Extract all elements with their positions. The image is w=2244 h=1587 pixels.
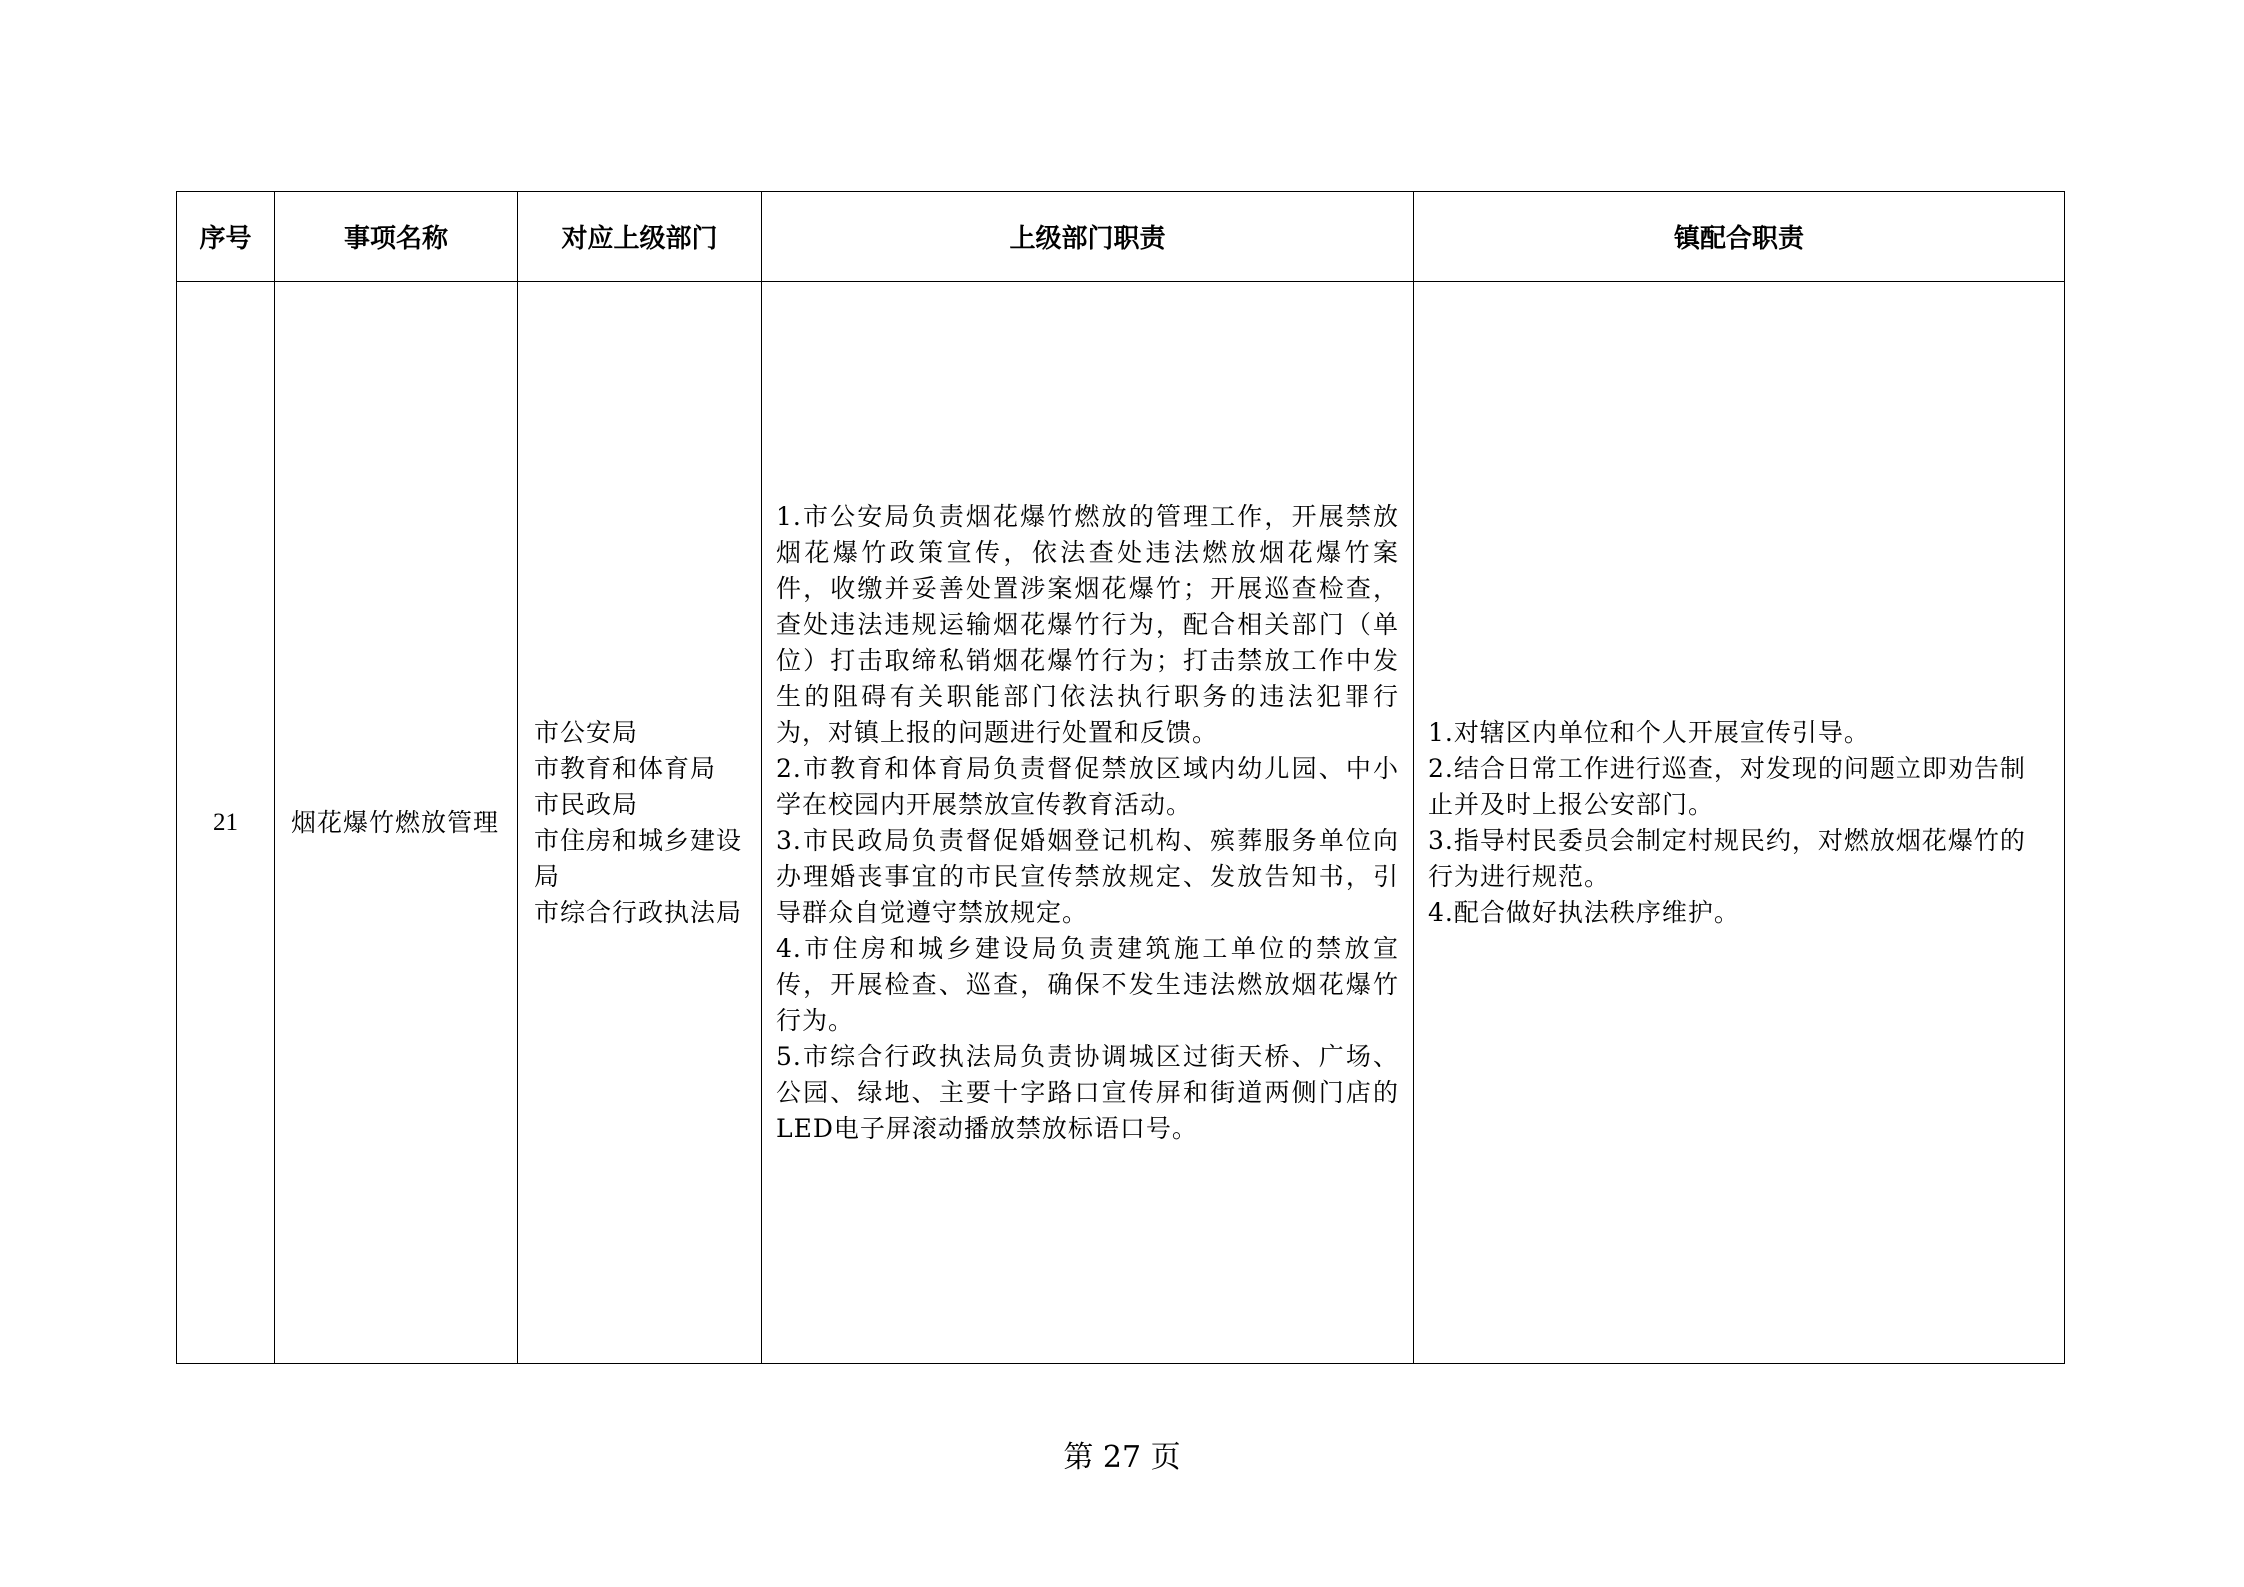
header-number: 序号	[177, 192, 275, 282]
upper-duty-item: 5.市综合行政执法局负责协调城区过街天桥、广场、公园、绿地、主要十字路口宣传屏和街道两侧门店的LED电子屏滚动播放禁放标语口号。	[776, 1041, 1399, 1143]
department-item: 市民政局	[534, 789, 639, 819]
department-list	[518, 282, 762, 1364]
item-name: 烟花爆竹燃放管理	[275, 282, 518, 1364]
upper-duty-item: 3.市民政局负责督促婚姻登记机构、殡葬服务单位向办理婚丧事宜的市民宣传禁放规定、发放告知书，引导群众自觉遵守禁放规定。	[776, 825, 1399, 927]
department-item: 市公安局	[534, 717, 639, 747]
table-header-row	[177, 192, 2065, 282]
page-number: 第 27 页	[1063, 1440, 1181, 1475]
department-item: 市住房和城乡建设局	[534, 825, 743, 891]
upper-duty-item: 2.市教育和体育局负责督促禁放区域内幼儿园、中小学在校园内开展禁放宣传教育活动。	[776, 753, 1399, 819]
header-item-name: 事项名称	[275, 192, 518, 282]
department-item: 市综合行政执法局	[534, 897, 743, 927]
header-department: 对应上级部门	[518, 192, 762, 282]
header-town-duties: 镇配合职责	[1414, 192, 2065, 282]
department-item: 市教育和体育局	[534, 753, 717, 783]
upper-duty-item: 1.市公安局负责烟花爆竹燃放的管理工作，开展禁放烟花爆竹政策宣传，依法查处违法燃放烟花爆竹案件，收缴并妥善处置涉案烟花爆竹；开展巡查检查，查处违法违规运输烟花爆竹行为，配合相关部门（单位）打击取缔私销烟花爆竹行为；打击禁放工作中发生的阻碍有关职能部门依法执行职务的违法犯罪行为，对镇上报的问题进行处置和反馈。	[776, 501, 1399, 747]
town-duty-item: 4.配合做好执法秩序维护。	[1428, 897, 1740, 927]
row-number: 21	[177, 282, 275, 1364]
town-duty-item: 3.指导村民委员会制定村规民约，对燃放烟花爆竹的行为进行规范。	[1428, 825, 2026, 891]
town-duty-item: 2.结合日常工作进行巡查，对发现的问题立即劝告制止并及时上报公安部门。	[1428, 753, 2026, 819]
responsibility-table	[176, 191, 2065, 1364]
upper-duty-list	[762, 282, 1414, 1364]
town-duty-item: 1.对辖区内单位和个人开展宣传引导。	[1428, 717, 1870, 747]
town-duty-list	[1414, 282, 2065, 1364]
upper-duty-item: 4.市住房和城乡建设局负责建筑施工单位的禁放宣传，开展检查、巡查，确保不发生违法燃放烟花爆竹行为。	[776, 933, 1399, 1035]
header-upper-duties: 上级部门职责	[762, 192, 1414, 282]
table-row	[177, 282, 2065, 1364]
